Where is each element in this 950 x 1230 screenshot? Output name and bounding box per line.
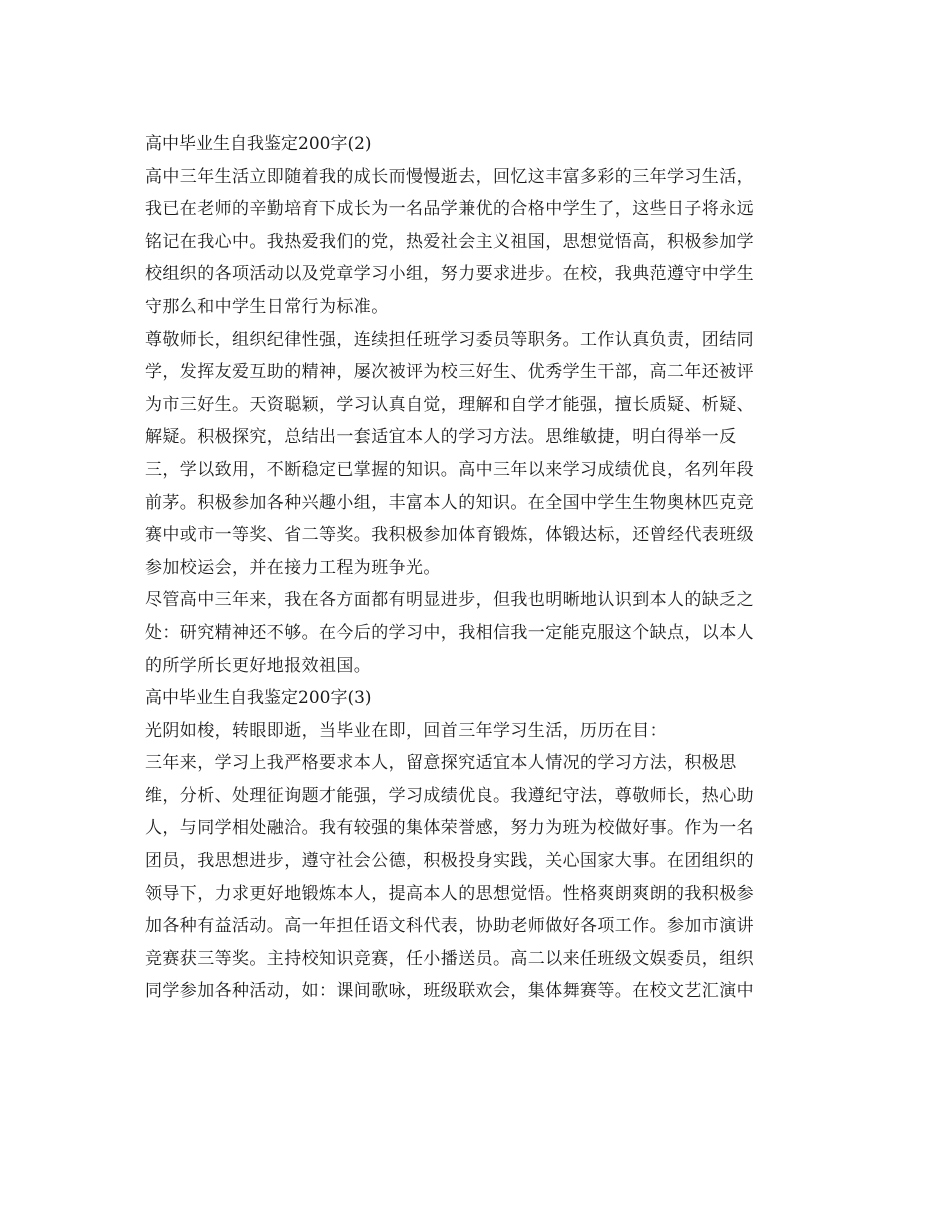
text-line: 我已在老师的辛勤培育下成长为一名品学兼优的合格中学生了，这些日子将永远 (145, 199, 754, 220)
text-line: 尊敬师长，组织纪律性强，连续担任班学习委员等职务。工作认真负责，团结同 (145, 329, 754, 350)
text-line: 校组织的各项活动以及党章学习小组，努力要求进步。在校，我典范遵守中学生 (145, 264, 754, 285)
text-line: 赛中或市一等奖、省二等奖。我积极参加体育锻炼，体锻达标，还曾经代表班级 (145, 525, 754, 546)
section-heading: 高中毕业生自我鉴定200字(3) (145, 688, 372, 709)
text-line: 铭记在我心中。我热爱我们的党，热爱社会主义祖国，思想觉悟高，积极参加学 (145, 231, 754, 252)
text-line: 维，分析、处理征询题才能强，学习成绩优良。我遵纪守法，尊敬师长，热心助 (145, 785, 754, 806)
text-line: 的所学所长更好地报效祖国。 (145, 655, 372, 676)
section-heading: 高中毕业生自我鉴定200字(2) (145, 134, 372, 154)
text-line: 领导下，力求更好地锻炼本人，提高本人的思想觉悟。性格爽朗爽朗的我积极参 (145, 883, 754, 904)
text-line: 前茅。积极参加各种兴趣小组，丰富本人的知识。在全国中学生生物奥林匹克竞 (145, 492, 754, 513)
document-body (145, 128, 805, 1008)
text-line: 尽管高中三年来，我在各方面都有明显进步，但我也明晰地认识到本人的缺乏之 (145, 590, 754, 611)
text-line: 团员，我思想进步，遵守社会公德，积极投身实践，关心国家大事。在团组织的 (145, 851, 754, 872)
text-line: 三年来，学习上我严格要求本人，留意探究适宜本人情况的学习方法，积极思 (145, 753, 737, 774)
text-line: 学，发挥友爱互助的精神，屡次被评为校三好生、优秀学生干部，高二年还被评 (145, 362, 754, 383)
text-line: 加各种有益活动。高一年担任语文科代表，协助老师做好各项工作。参加市演讲 (145, 916, 754, 937)
text-line: 高中三年生活立即随着我的成长而慢慢逝去，回忆这丰富多彩的三年学习生活， (145, 166, 754, 187)
text-line: 光阴如梭，转眼即逝，当毕业在即，回首三年学习生活，历历在目： (145, 720, 667, 741)
text-line: 竞赛获三等奖。主持校知识竞赛，任小播送员。高二以来任班级文娱委员，组织 (145, 948, 754, 969)
text-line: 解疑。积极探究，总结出一套适宜本人的学习方法。思维敏捷，明白得举一反 (145, 427, 737, 448)
text-line: 参加校运会，并在接力工程为班争光。 (145, 557, 441, 578)
text-line: 人，与同学相处融洽。我有较强的集体荣誉感，努力为班为校做好事。作为一名 (145, 818, 754, 839)
text-line: 同学参加各种活动，如：课间歌咏，班级联欢会，集体舞赛等。在校文艺汇演中 (145, 981, 754, 1002)
text-line: 处：研究精神还不够。在今后的学习中，我相信我一定能克服这个缺点，以本人 (145, 622, 754, 643)
text-line: 三，学以致用，不断稳定已掌握的知识。高中三年以来学习成绩优良，名列年段 (145, 459, 754, 480)
text-line: 为市三好生。天资聪颖，学习认真自觉，理解和自学才能强，擅长质疑、析疑、 (145, 394, 754, 415)
text-line: 守那么和中学生日常行为标准。 (145, 296, 389, 317)
